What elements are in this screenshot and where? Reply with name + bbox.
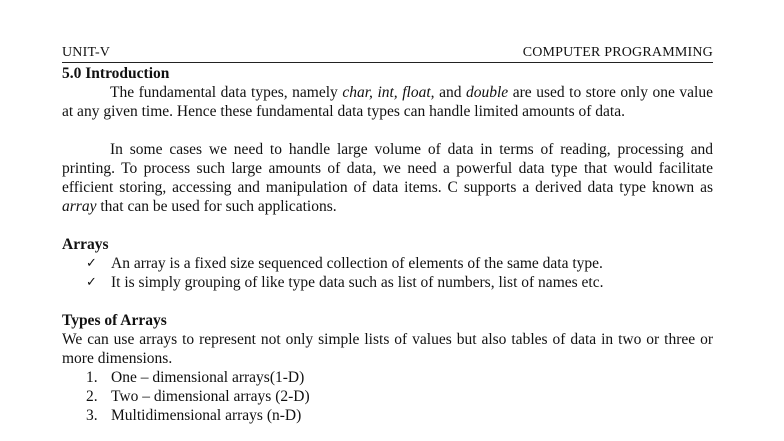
list-item: 2. Two – dimensional arrays (2-D) — [86, 388, 310, 405]
types-list — [62, 368, 713, 425]
page-header — [62, 44, 713, 63]
arrays-checklist — [62, 254, 713, 292]
list-item: ✓ It is simply grouping of like type data such as list of numbers, list of names etc. — [86, 274, 604, 291]
types-heading: Types of Arrays — [62, 312, 167, 329]
intro-heading: 5.0 Introduction — [62, 65, 170, 82]
list-item: ✓ An array is a fixed size sequenced collection of elements of the same data type. — [86, 255, 603, 272]
types-intro-paragraph: We can use arrays to represent not only simple lists of values but also tables of data in two or three or more dimensions. — [62, 331, 713, 367]
checkmark-icon: ✓ — [86, 275, 97, 290]
document-page — [62, 44, 713, 425]
intro-paragraph-1: The fundamental data types, namely char, int, float, and double are used to store only one value at any given time. Hence these fundamental data types can handle limited amounts of data. — [62, 84, 713, 120]
arrays-heading: Arrays — [62, 236, 109, 253]
list-item: 1. One – dimensional arrays(1-D) — [86, 369, 305, 386]
list-item: 3. Multidimensional arrays (n-D) — [86, 407, 302, 424]
checkmark-icon: ✓ — [86, 256, 97, 271]
header-unit: UNIT-V — [62, 45, 111, 60]
header-subject: COMPUTER PROGRAMMING — [522, 45, 713, 60]
intro-paragraph-2: In some cases we need to handle large volume of data in terms of reading, processing and printing. To process such large amounts of data, we need a powerful data type that would facilitate efficient storing, accessing and manipulation of data items. C supports a derived data type known as array that can be used for such applications. — [62, 141, 713, 215]
